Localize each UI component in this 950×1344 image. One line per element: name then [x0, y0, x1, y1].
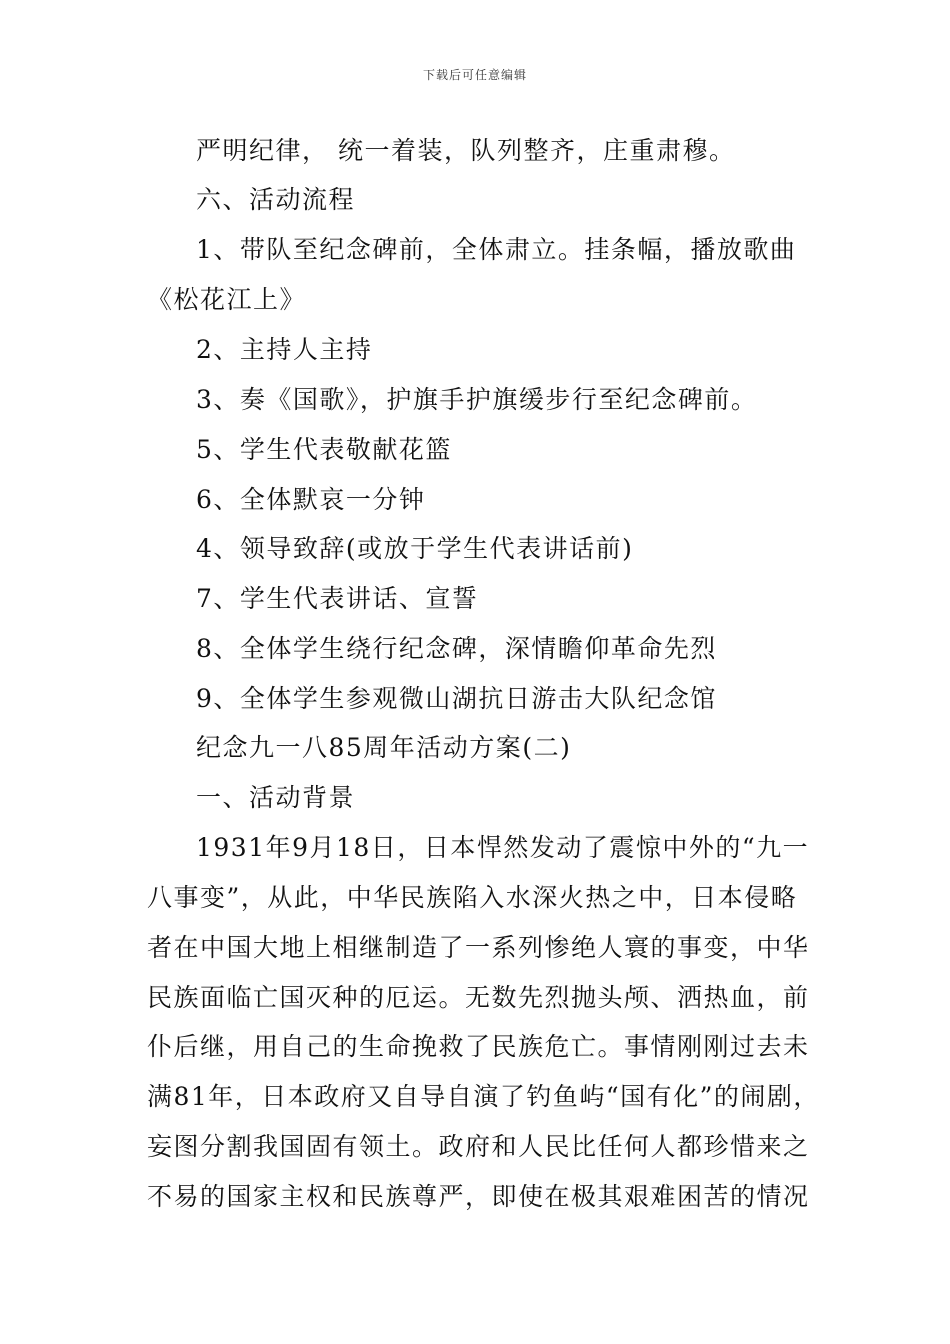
list-item: 2、主持人主持 — [196, 335, 373, 364]
list-item: 9、全体学生参观微山湖抗日游击大队纪念馆 — [196, 684, 717, 713]
list-item: 7、学生代表讲话、宣誓 — [196, 584, 479, 613]
document-subtitle: 纪念九一八85周年活动方案(二) — [196, 733, 572, 762]
list-item: 8、全体学生绕行纪念碑，深情瞻仰革命先烈 — [196, 634, 717, 663]
paragraph-line: 民族面临亡国灭种的厄运。无数先烈抛头颅、洒热血，前 — [147, 983, 810, 1012]
paragraph-line: 严明纪律， 统一着装，队列整齐，庄重肃穆。 — [196, 136, 736, 165]
paragraph-line: 不易的国家主权和民族尊严，即使在极其艰难困苦的情况 — [147, 1182, 810, 1211]
paragraph-line: 妄图分割我国固有领土。政府和人民比任何人都珍惜来之 — [147, 1132, 810, 1161]
paragraph-line: 八事变”，从此，中华民族陷入水深火热之中，日本侵略 — [147, 883, 798, 912]
section-heading: 一、活动背景 — [196, 783, 356, 812]
list-item-continuation: 《松花江上》 — [147, 285, 307, 314]
paragraph-line: 1931年9月18日，日本悍然发动了震惊中外的“九一 — [196, 833, 810, 862]
paragraph-line: 满81年，日本政府又自导自演了钓鱼屿“国有化”的闹剧， — [147, 1082, 820, 1111]
section-heading: 六、活动流程 — [196, 185, 356, 214]
header-note: 下载后可任意编辑 — [422, 68, 527, 82]
list-item: 5、学生代表敬献花篮 — [196, 435, 452, 464]
list-item: 4、领导致辞(或放于学生代表讲话前) — [196, 534, 634, 563]
paragraph-line: 者在中国大地上相继制造了一系列惨绝人寰的事变，中华 — [147, 933, 810, 962]
list-item: 1、带队至纪念碑前，全体肃立。挂条幅，播放歌曲 — [196, 235, 797, 264]
paragraph-line: 仆后继，用自己的生命挽救了民族危亡。事情刚刚过去未 — [147, 1032, 810, 1061]
list-item: 3、奏《国歌》，护旗手护旗缓步行至纪念碑前。 — [196, 385, 758, 414]
list-item: 6、全体默哀一分钟 — [196, 485, 426, 514]
